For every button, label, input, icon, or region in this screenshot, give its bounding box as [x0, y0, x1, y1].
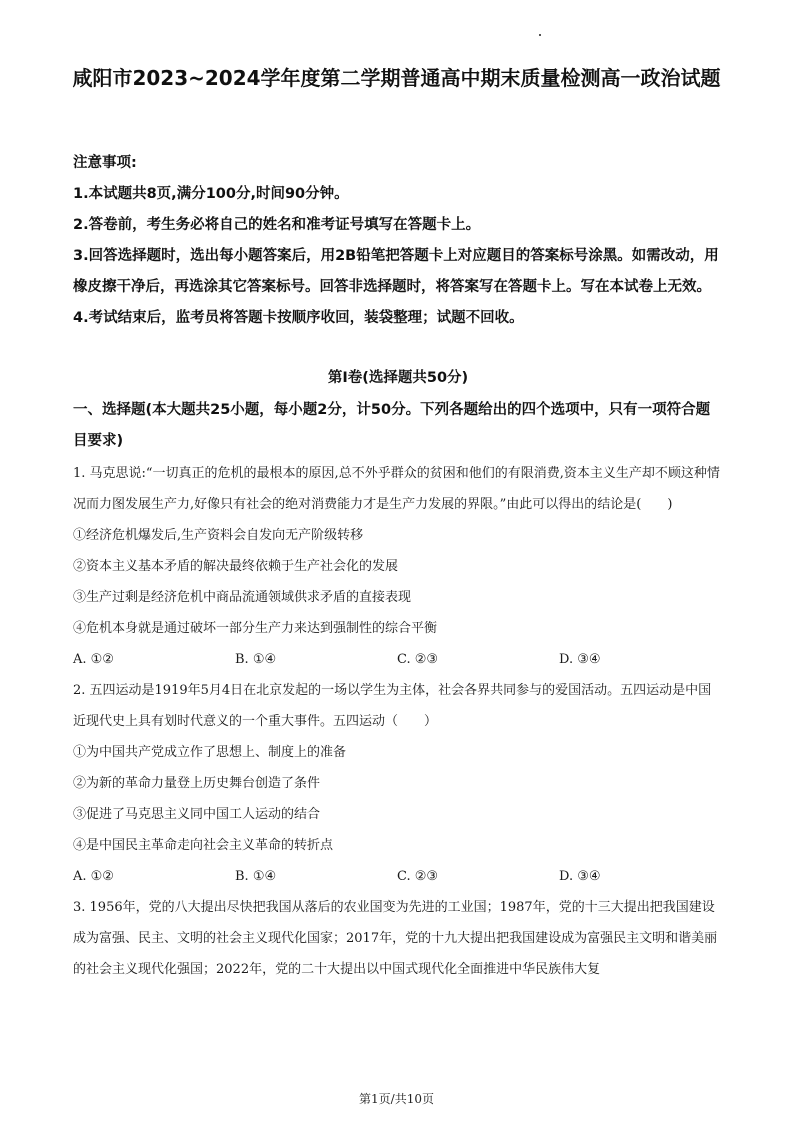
answer-options — [73, 861, 723, 892]
question-3 — [73, 892, 723, 985]
part-heading: 一、选择题(本大题共25小题，每小题2分，计50分。下列各题给出的四个选项中，只有一项符合题目要求) — [73, 402, 711, 449]
question-statement: ①经济危机爆发后,生产资料会自发向无产阶级转移 — [73, 528, 364, 543]
answer-options — [73, 644, 723, 675]
notice-heading: 注意事项: — [73, 155, 137, 171]
notice-item: 1.本试题共8页,满分100分,时间90分钟。 — [73, 186, 349, 202]
question-statement: ④是中国民主革命走向社会主义革命的转折点 — [73, 838, 334, 853]
question-statement: ①为中国共产党成立作了思想上、制度上的准备 — [73, 745, 347, 760]
answer-option-d: D. ③④ — [559, 869, 601, 884]
question-1 — [73, 458, 723, 675]
exam-title: 咸阳市2023~2024学年度第二学期普通高中期末质量检测高一政治试题 — [72, 66, 721, 90]
question-stem: 2. 五四运动是1919年5月4日在北京发起的一场以学生为主体，社会各界共同参与的爱国活动。五四运动是中国近现代史上具有划时代意义的一个重大事件。五四运动（ ） — [73, 683, 712, 729]
answer-option-c: C. ②③ — [397, 869, 439, 884]
section-title: 第Ⅰ卷(选择题共50分) — [327, 370, 469, 386]
answer-option-b: B. ①④ — [235, 652, 277, 667]
question-stem: 1. 马克思说:“一切真正的危机的最根本的原因,总不外乎群众的贫困和他们的有限消费,资本主义生产却不顾这种情况而力图发展生产力,好像只有社会的绝对消费能力才是生产力发展的界限。”由此可以得出的结论是( ) — [73, 466, 720, 512]
question-2 — [73, 675, 723, 892]
page-footer: 第1页/共10页 — [359, 1092, 434, 1106]
question-statement: ③促进了马克思主义同中国工人运动的结合 — [73, 807, 321, 822]
answer-option-a: A. ①② — [73, 652, 114, 667]
answer-option-b: B. ①④ — [235, 869, 277, 884]
question-stem: 3. 1956年，党的八大提出尽快把我国从落后的农业国变为先进的工业国；1987年，党的十三大提出把我国建设成为富强、民主、文明的社会主义现代化国家；2017年，党的十九大提出把我国建设成为富强民主文明和谐美丽的社会主义现代化强国；2022年，党的二十大提出以中国式现代化全面推进中华民族伟大复 — [73, 900, 718, 977]
notice-item: 2.答卷前，考生务必将自己的姓名和准考证号填写在答题卡上。 — [73, 217, 481, 233]
question-statement: ④危机本身就是通过破坏一部分生产力来达到强制性的综合平衡 — [73, 621, 438, 636]
notice-block — [73, 148, 723, 334]
question-list — [73, 458, 723, 985]
notice-item: 4.考试结束后，监考员将答题卡按顺序收回，装袋整理；试题不回收。 — [73, 310, 524, 326]
scan-dot — [539, 34, 541, 36]
answer-option-c: C. ②③ — [397, 652, 439, 667]
question-statement: ③生产过剩是经济危机中商品流通领域供求矛盾的直接表现 — [73, 590, 412, 605]
question-statement: ②资本主义基本矛盾的解决最终依赖于生产社会化的发展 — [73, 559, 399, 574]
notice-item: 3.回答选择题时，选出每小题答案后，用2B铅笔把答题卡上对应题目的答案标号涂黑。如需改动，用橡皮擦干净后，再选涂其它答案标号。回答非选择题时，将答案写在答题卡上。写在本试卷上无效。 — [73, 248, 719, 295]
question-statement: ②为新的革命力量登上历史舞台创造了条件 — [73, 776, 321, 791]
answer-option-a: A. ①② — [73, 869, 114, 884]
answer-option-d: D. ③④ — [559, 652, 601, 667]
